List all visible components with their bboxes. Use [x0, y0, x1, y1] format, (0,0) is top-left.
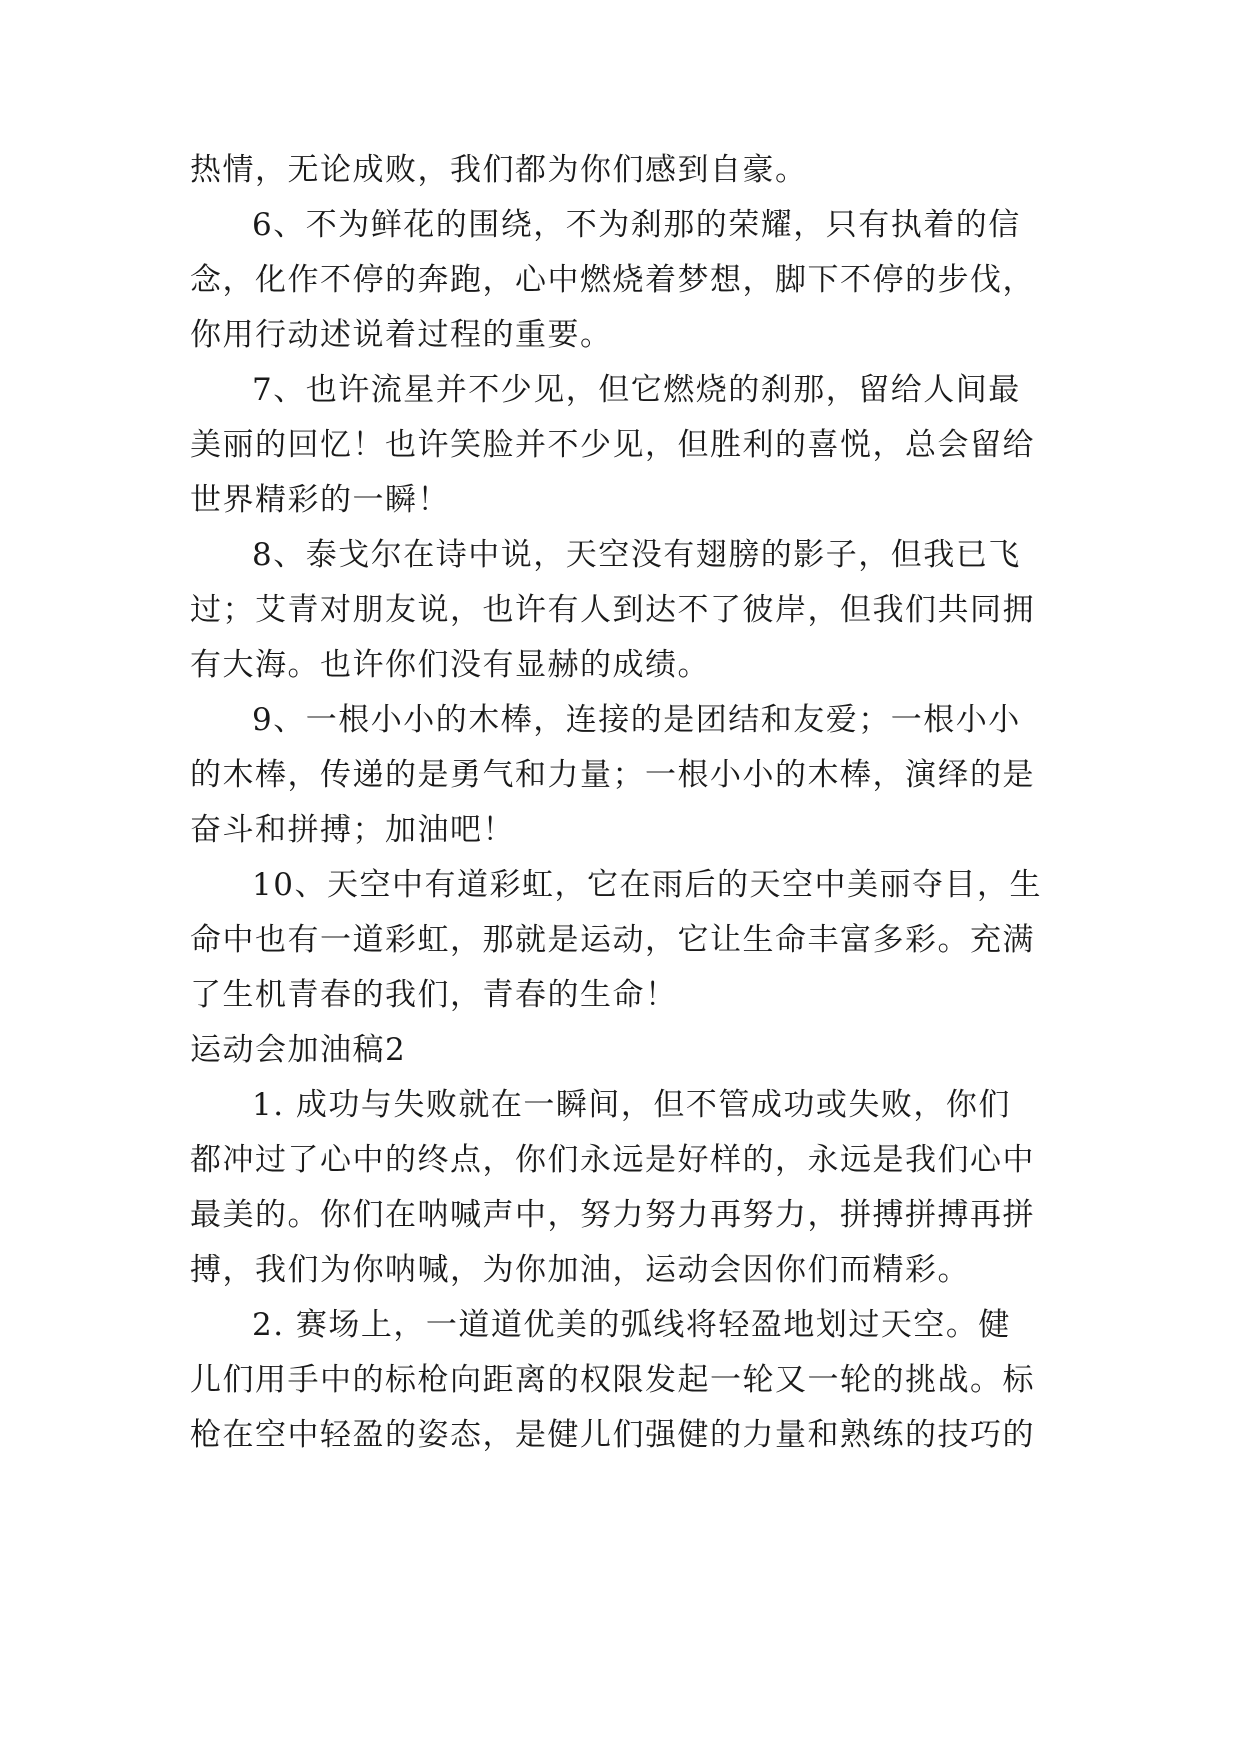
text-line: 热情，无论成败，我们都为你们感到自豪。 [190, 152, 808, 188]
paragraph-1-line: 1. 成功与失败就在一瞬间，但不管成功或失败，你们 [252, 1087, 1011, 1123]
text-line: 搏，我们为你呐喊，为你加油，运动会因你们而精彩。 [190, 1252, 970, 1288]
text-line: 了生机青春的我们，青春的生命！ [190, 977, 678, 1013]
text-line: 最美的。你们在呐喊声中，努力努力再努力，拼搏拼搏再拼 [190, 1197, 1035, 1233]
text-line: 世界精彩的一瞬！ [190, 482, 450, 518]
text-line: 儿们用手中的标枪向距离的权限发起一轮又一轮的挑战。标 [190, 1362, 1035, 1398]
text-line: 念，化作不停的奔跑，心中燃烧着梦想，脚下不停的步伐， [190, 262, 1035, 298]
text-line: 有大海。也许你们没有显赫的成绩。 [190, 647, 710, 683]
text-line: 你用行动述说着过程的重要。 [190, 317, 613, 353]
text-line: 都冲过了心中的终点，你们永远是好样的，永远是我们心中 [190, 1142, 1035, 1178]
paragraph-8-line: 8、泰戈尔在诗中说，天空没有翅膀的影子，但我已飞 [252, 537, 1021, 573]
text-line: 的木棒，传递的是勇气和力量；一根小小的木棒，演绎的是 [190, 757, 1035, 793]
paragraph-2-line: 2. 赛场上，一道道优美的弧线将轻盈地划过天空。健 [252, 1307, 1011, 1343]
section-heading: 运动会加油稿2 [190, 1032, 407, 1068]
paragraph-10-line: 10、天空中有道彩虹，它在雨后的天空中美丽夺目，生 [252, 867, 1042, 903]
text-line: 奋斗和拼搏；加油吧！ [190, 812, 515, 848]
paragraph-6-line: 6、不为鲜花的围绕，不为刹那的荣耀，只有执着的信 [252, 207, 1021, 243]
text-line: 过；艾青对朋友说，也许有人到达不了彼岸，但我们共同拥 [190, 592, 1035, 628]
paragraph-7-line: 7、也许流星并不少见，但它燃烧的刹那，留给人间最 [252, 372, 1021, 408]
text-line: 命中也有一道彩虹，那就是运动，它让生命丰富多彩。充满 [190, 922, 1035, 958]
text-line: 枪在空中轻盈的姿态，是健儿们强健的力量和熟练的技巧的 [190, 1417, 1035, 1453]
paragraph-9-line: 9、一根小小的木棒，连接的是团结和友爱；一根小小 [252, 702, 1021, 738]
text-line: 美丽的回忆！也许笑脸并不少见，但胜利的喜悦，总会留给 [190, 427, 1035, 463]
